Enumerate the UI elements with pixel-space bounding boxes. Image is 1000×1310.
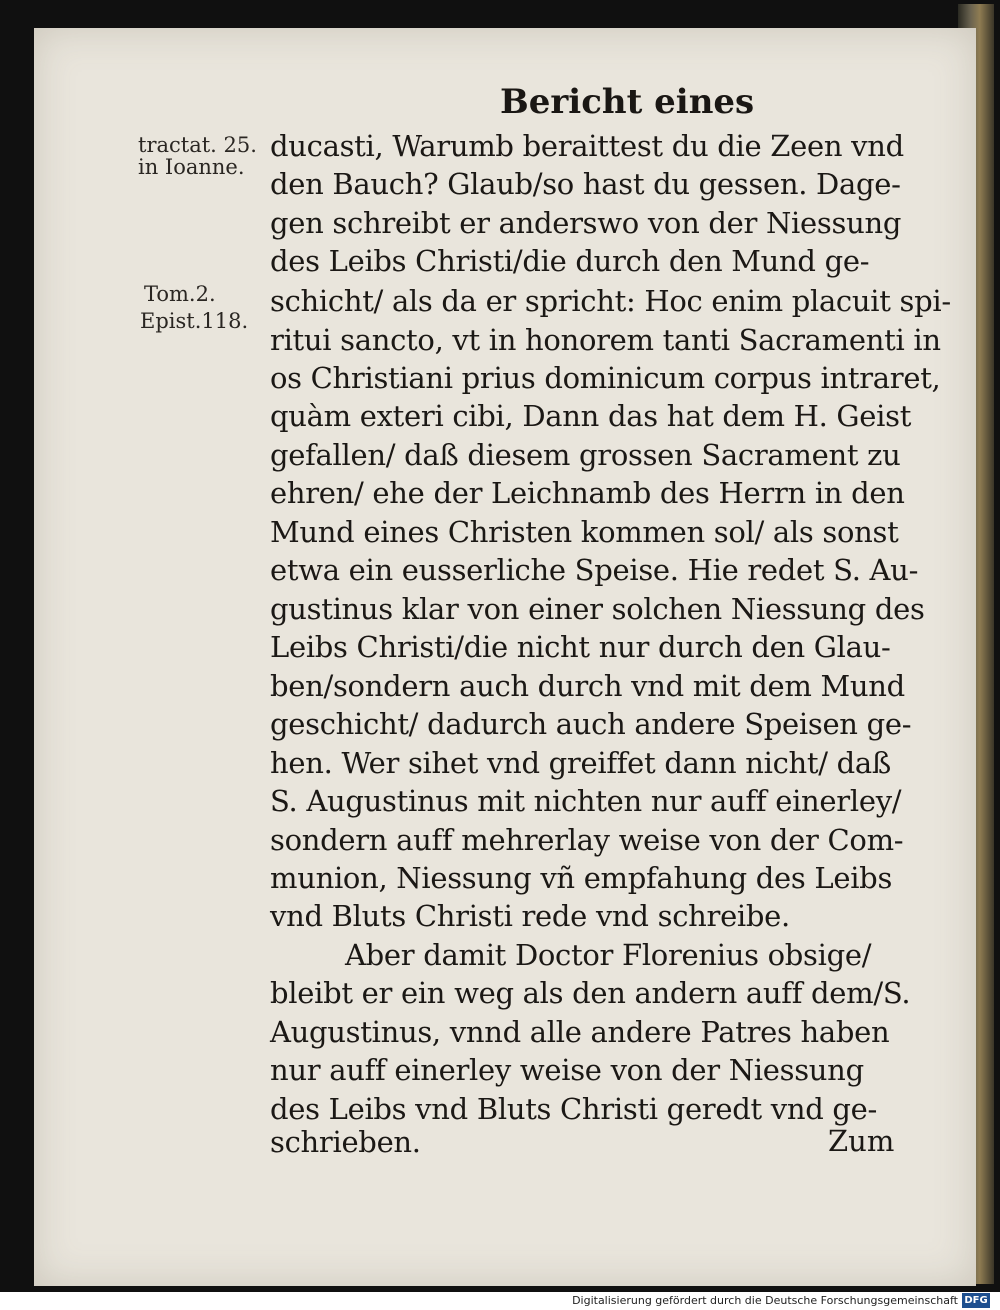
text-line: gen schreibt er anderswo von der Niessung (270, 206, 902, 240)
text-line: ritui sancto, vt in honorem tanti Sacramenti in (270, 323, 941, 357)
text-line: quàm exteri cibi, Dann das hat dem H. Geist (270, 399, 912, 433)
text-line: munion, Niessung vñ empfahung des Leibs (270, 861, 893, 895)
text-line: vnd Bluts Christi rede vnd schreibe. (270, 899, 790, 933)
marginal-note: Epist.118. (140, 309, 249, 333)
text-line: schicht/ als da er spricht: Hoc enim placuit spi- (270, 284, 951, 318)
text-line: geschicht/ dadurch auch andere Speisen ge- (270, 707, 912, 741)
text-line: gustinus klar von einer solchen Niessung des (270, 592, 925, 626)
marginal-note: in Ioanne. (138, 155, 245, 179)
running-head: Bericht eines (500, 82, 755, 122)
marginal-note: tractat. 25. (138, 133, 257, 157)
text-line: schrieben. (270, 1125, 421, 1159)
text-line: Leibs Christi/die nicht nur durch den Glau- (270, 630, 891, 664)
text-line: hen. Wer sihet vnd greiffet dann nicht/ daß (270, 746, 891, 780)
text-line: nur auff einerley weise von der Niessung (270, 1053, 864, 1087)
text-line: ducasti, Warumb beraittest du die Zeen vnd (270, 129, 904, 163)
catchword: Zum (828, 1124, 895, 1158)
text-line: ben/sondern auch durch vnd mit dem Mund (270, 669, 905, 703)
text-line: S. Augustinus mit nichten nur auff einerley/ (270, 784, 902, 818)
text-line: bleibt er ein weg als den andern auff dem/S. (270, 976, 911, 1010)
text-line: des Leibs vnd Bluts Christi geredt vnd ge- (270, 1092, 878, 1126)
dfg-logo: DFG (962, 1293, 990, 1308)
text-line: os Christiani prius dominicum corpus intraret, (270, 361, 941, 395)
text-line: sondern auff mehrerlay weise von der Com- (270, 823, 904, 857)
text-line: ehren/ ehe der Leichnamb des Herrn in den (270, 476, 905, 510)
text-line: Aber damit Doctor Florenius obsige/ (345, 938, 872, 972)
text-line: Mund eines Christen kommen sol/ als sonst (270, 515, 899, 549)
text-line: des Leibs Christi/die durch den Mund ge- (270, 244, 870, 278)
text-line: gefallen/ daß diesem grossen Sacrament zu (270, 438, 901, 472)
text-line: Augustinus, vnnd alle andere Patres haben (270, 1015, 890, 1049)
text-line: den Bauch? Glaub/so hast du gessen. Dage- (270, 167, 901, 201)
text-line: etwa ein eusserliche Speise. Hie redet S. Au- (270, 553, 919, 587)
marginal-note: Tom.2. (144, 282, 216, 306)
funding-credit: Digitalisierung gefördert durch die Deutsche Forschungsgemeinschaft (572, 1294, 958, 1307)
